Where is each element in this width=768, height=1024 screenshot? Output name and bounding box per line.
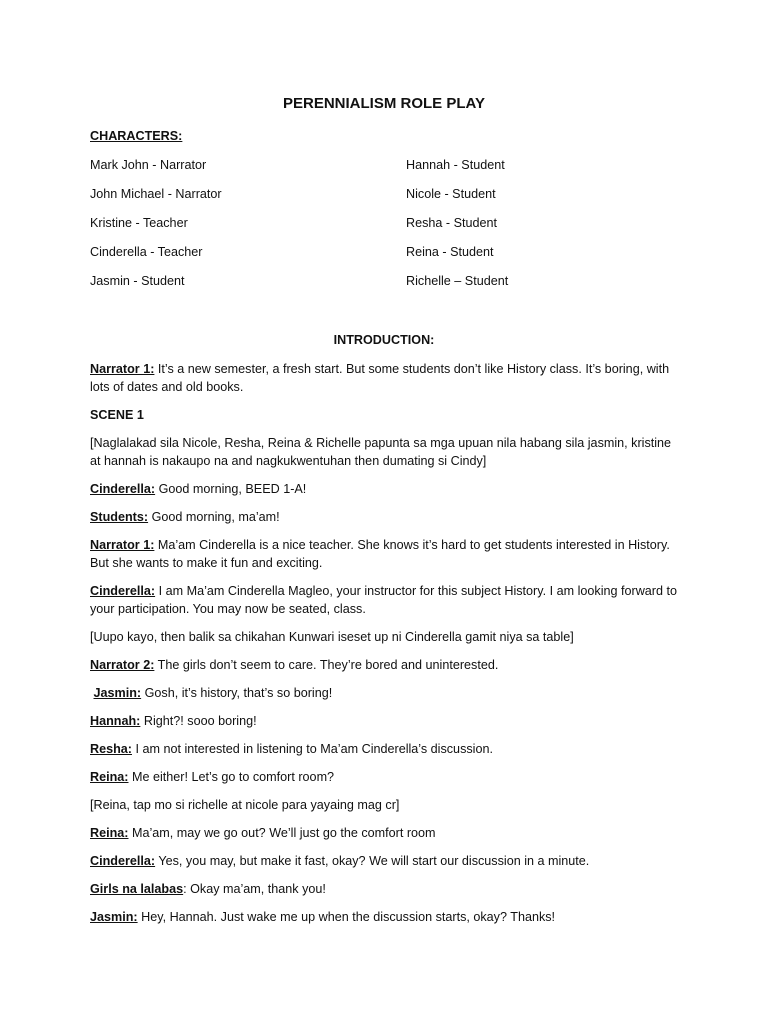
dialogue-text: It’s a new semester, a fresh start. But some students don’t like History class. It’s boring, with lots of dates and old books.: [90, 362, 670, 394]
speaker-label: Jasmin:: [90, 910, 138, 924]
speaker-label: Cinderella:: [90, 584, 156, 598]
dialogue-text: Me either! Let’s go to comfort room?: [128, 770, 335, 784]
character-entry: Mark John - Narrator: [90, 158, 207, 172]
script-line: [90, 508, 680, 526]
dialogue-text: I am Ma’am Cinderella Magleo, your instructor for this subject History. I am looking forward to your participation. You may now be seated, class.: [90, 584, 677, 616]
speaker-label: Cinderella:: [90, 854, 156, 868]
speaker-label: Students:: [90, 510, 149, 524]
characters-list-left: [90, 156, 222, 301]
speaker-label: Resha:: [90, 742, 132, 756]
character-entry: Nicole - Student: [406, 187, 496, 201]
script-line: [90, 908, 680, 926]
dialogue-text: Hey, Hannah. Just wake me up when the discussion starts, okay? Thanks!: [137, 910, 556, 924]
script-line: [90, 880, 680, 898]
stage-direction: [Uupo kayo, then balik sa chikahan Kunwari iseset up ni Cinderella gamit niya sa table]: [90, 630, 574, 644]
dialogue-text: Good morning, ma’am!: [148, 510, 280, 524]
speaker-label: Reina:: [90, 826, 129, 840]
script-line: [90, 656, 680, 674]
character-entry: Kristine - Teacher: [90, 216, 188, 230]
speaker-label: Girls na lalabas: [90, 882, 184, 896]
script-line: [90, 536, 680, 572]
script-line: [90, 684, 680, 702]
character-entry: Hannah - Student: [406, 158, 505, 172]
scene-heading: SCENE 1: [90, 408, 144, 422]
script-line: [90, 768, 680, 786]
dialogue-text: Yes, you may, but make it fast, okay? We will start our discussion in a minute.: [155, 854, 590, 868]
document-title: PERENNIALISM ROLE PLAY: [283, 95, 485, 112]
speaker-label: Reina:: [90, 770, 129, 784]
speaker-label: Narrator 1:: [90, 538, 155, 552]
character-entry: Resha - Student: [406, 216, 498, 230]
introduction-heading: INTRODUCTION:: [333, 333, 435, 347]
script-line: [90, 582, 680, 618]
character-entry: John Michael - Narrator: [90, 187, 222, 201]
script-line: [90, 740, 680, 758]
speaker-label: Cinderella:: [90, 482, 156, 496]
dialogue-text: Gosh, it’s history, that’s so boring!: [141, 686, 333, 700]
dialogue-text: Right?! sooo boring!: [140, 714, 257, 728]
script-body: [90, 360, 680, 936]
character-entry: Richelle – Student: [406, 274, 509, 288]
speaker-label: Narrator 1:: [90, 362, 155, 376]
script-line: [90, 360, 680, 396]
dialogue-text: I am not interested in listening to Ma’am Cinderella’s discussion.: [132, 742, 493, 756]
script-line: [90, 852, 680, 870]
character-entry: Reina - Student: [406, 245, 494, 259]
characters-heading: CHARACTERS:: [90, 129, 183, 143]
character-entry: Jasmin - Student: [90, 274, 185, 288]
stage-direction: [Reina, tap mo si richelle at nicole para yayaing mag cr]: [90, 798, 400, 812]
script-line: [90, 480, 680, 498]
dialogue-text: Ma’am Cinderella is a nice teacher. She knows it’s hard to get students interested in History. But she wants to make it fun and exciting.: [90, 538, 670, 570]
speaker-label: Jasmin:: [93, 686, 142, 700]
script-line: [90, 824, 680, 842]
speaker-label: Hannah:: [90, 714, 141, 728]
stage-direction: [Naglalakad sila Nicole, Resha, Reina & Richelle papunta sa mga upuan nila habang sila jasmin, kristine at hannah is nakaupo na and nagkukwentuhan then dumating si Cindy]: [90, 436, 672, 468]
dialogue-text: Good morning, BEED 1-A!: [155, 482, 307, 496]
script-line: [90, 712, 680, 730]
dialogue-text: : Okay ma’am, thank you!: [183, 882, 326, 896]
speaker-label: Narrator 2:: [90, 658, 155, 672]
dialogue-text: Ma’am, may we go out? We’ll just go the comfort room: [128, 826, 436, 840]
character-entry: Cinderella - Teacher: [90, 245, 203, 259]
characters-list-right: [406, 156, 508, 301]
dialogue-text: The girls don’t seem to care. They’re bored and uninterested.: [154, 658, 499, 672]
